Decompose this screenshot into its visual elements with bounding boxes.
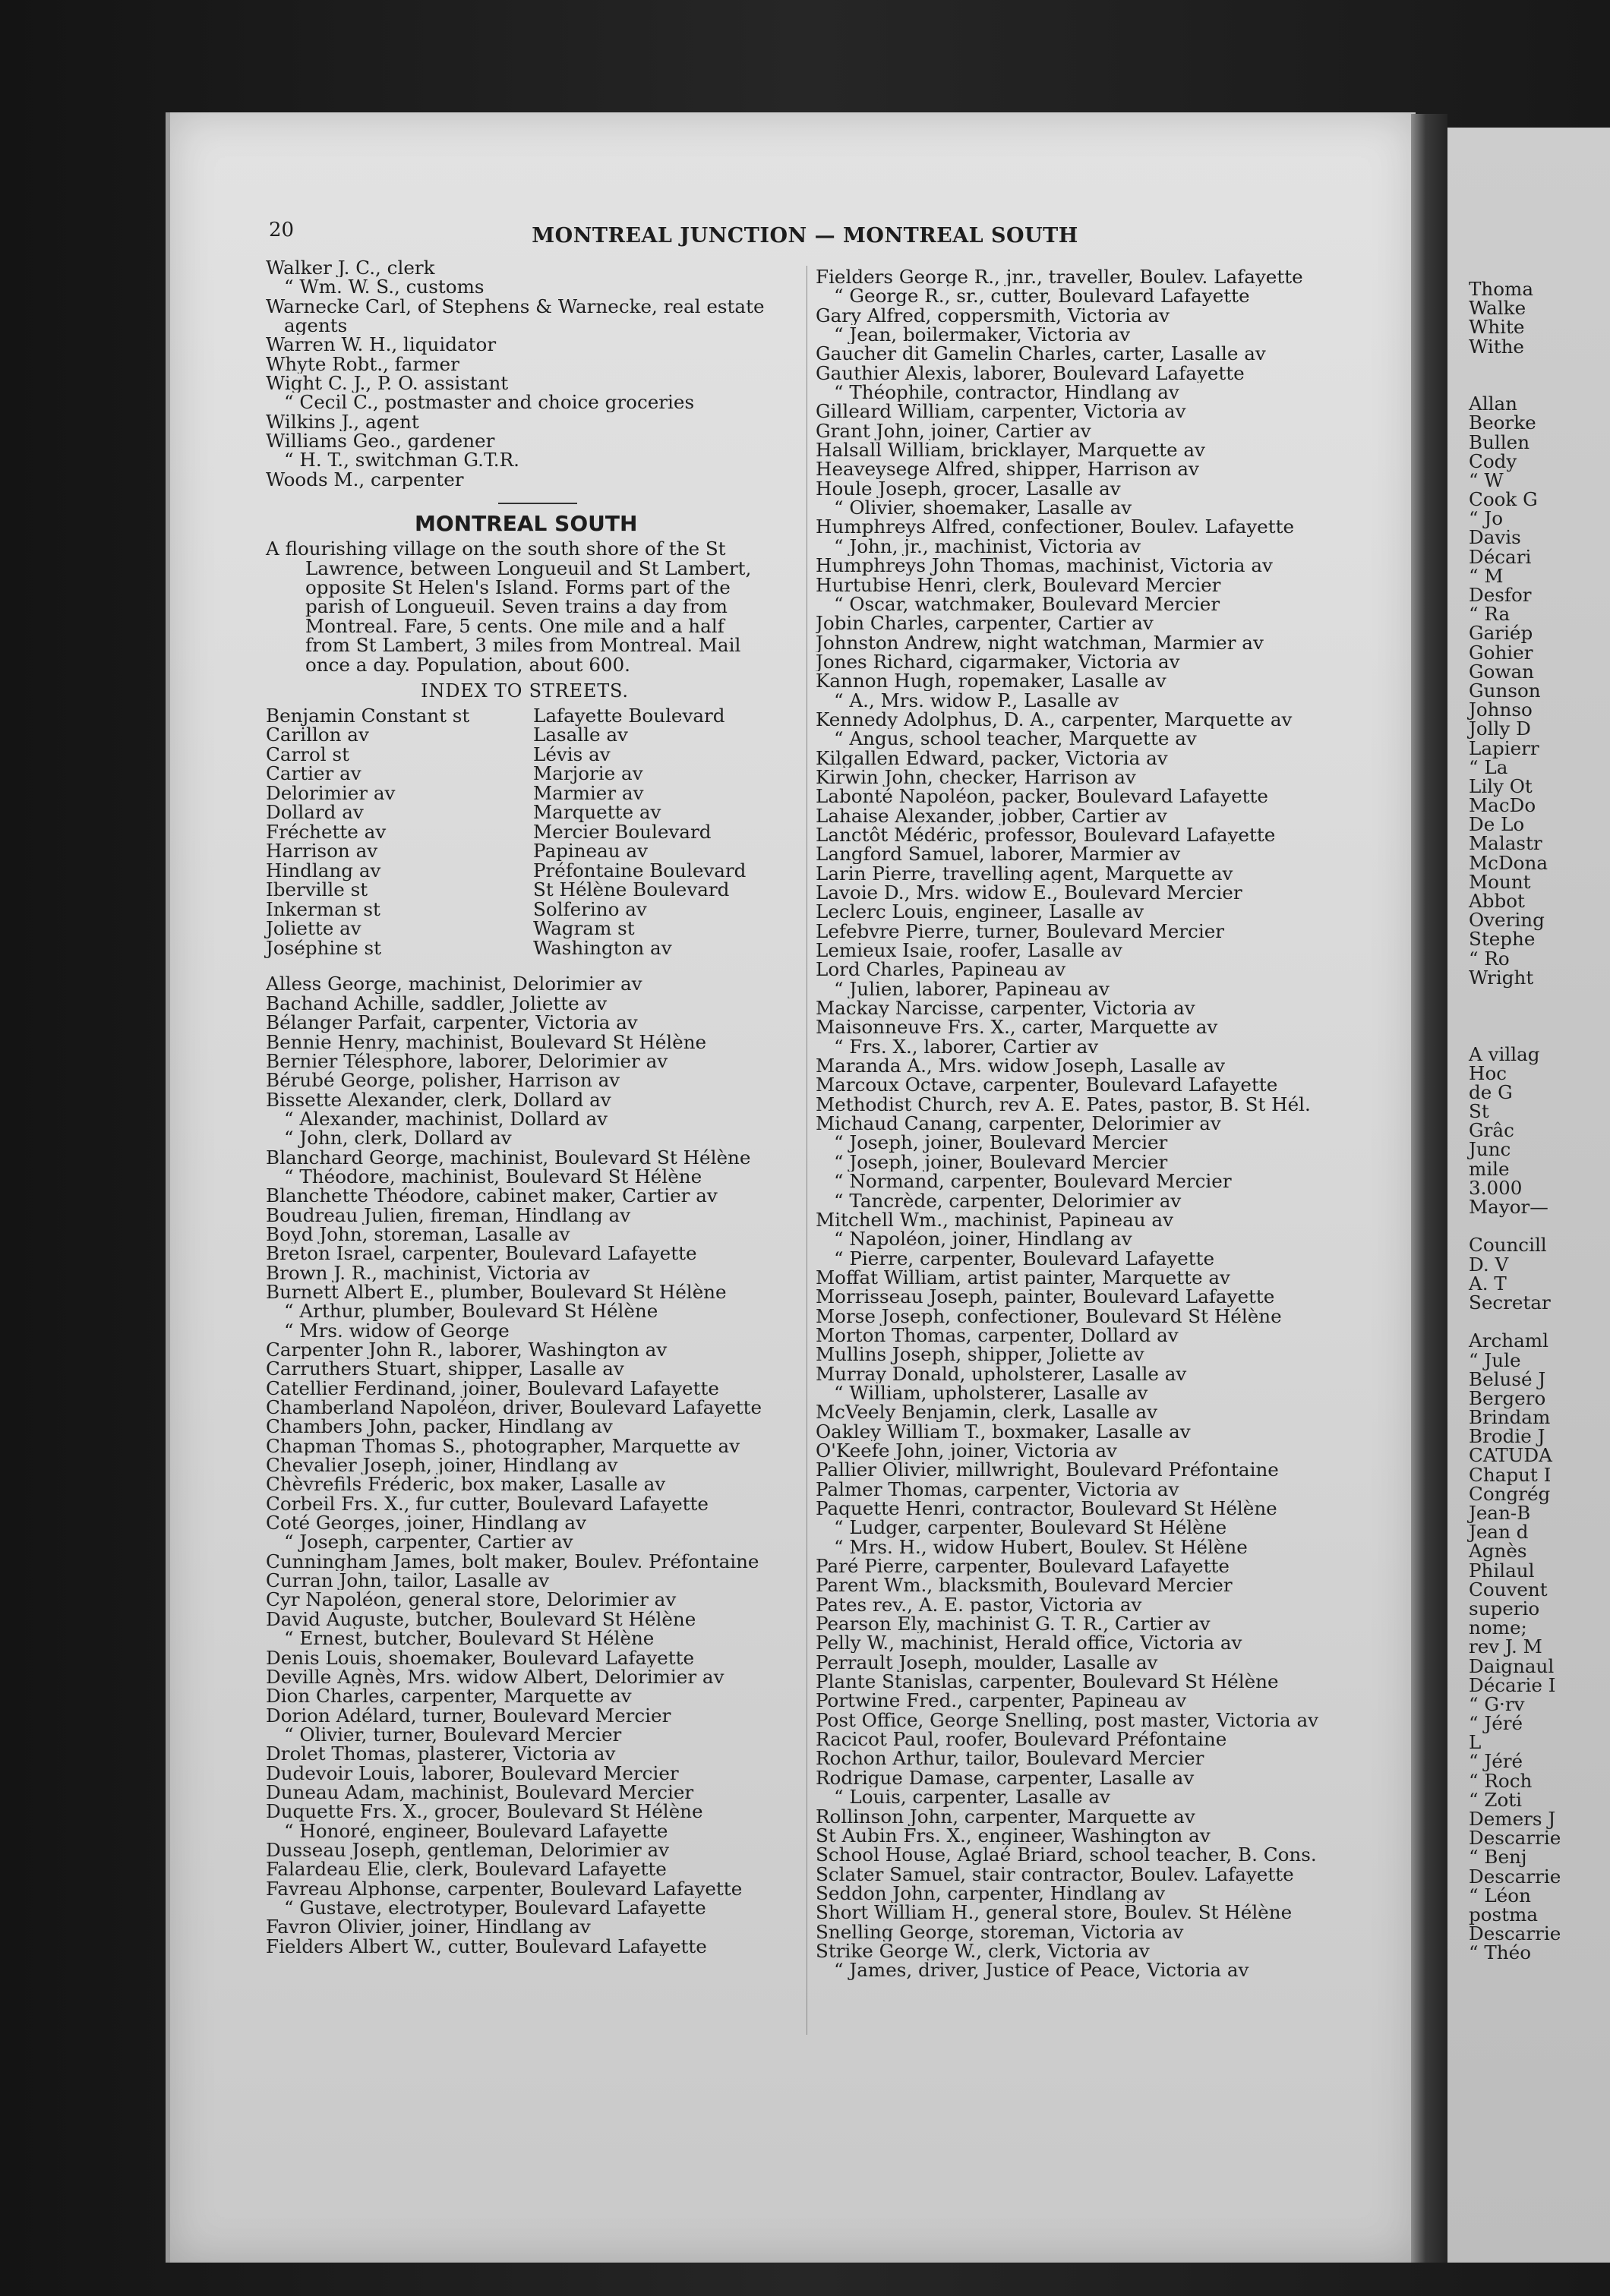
directory-entry: Mitchell Wm., machinist, Papineau av: [816, 1210, 1173, 1230]
directory-entry: “ Oscar, watchmaker, Boulevard Mercier: [834, 594, 1220, 614]
street-name: Lafayette Boulevard: [533, 704, 725, 727]
directory-entry: “ Ludger, carpenter, Boulevard St Hélène: [834, 1518, 1227, 1538]
directory-entry: “ William, upholsterer, Lasalle av: [834, 1383, 1148, 1403]
directory-entry: “ Olivier, turner, Boulevard Mercier: [284, 1724, 622, 1745]
directory-entry: Larin Pierre, travelling agent, Marquette av: [816, 863, 1233, 883]
directory-entry: Bissette Alexander, clerk, Dollard av: [266, 1090, 611, 1109]
directory-entry: Curran John, tailor, Lasalle av: [266, 1571, 550, 1591]
adjacent-page-line: Jean d: [1469, 1521, 1529, 1544]
directory-entry: agents: [284, 316, 348, 336]
directory-entry: Bachand Achille, saddler, Joliette av: [266, 993, 608, 1014]
directory-entry: Parent Wm., blacksmith, Boulevard Mercier: [816, 1575, 1233, 1595]
adjacent-page-line: “ Léon: [1469, 1884, 1531, 1906]
street-name: Inkerman st: [266, 897, 380, 920]
adjacent-page-line: McDona: [1469, 851, 1548, 874]
adjacent-page-line: 3.000: [1469, 1176, 1523, 1199]
adjacent-page-line: Stephe: [1469, 928, 1536, 951]
directory-entry: Brown J. R., machinist, Victoria av: [266, 1263, 590, 1282]
directory-entry: Gauthier Alexis, laborer, Boulevard Lafayette: [816, 363, 1245, 383]
adjacent-page-line: Gunson: [1469, 679, 1541, 702]
directory-entry: Favron Olivier, joiner, Hindlang av: [266, 1917, 591, 1937]
adjacent-page-line: “ Zoti: [1469, 1788, 1523, 1811]
directory-entry: Dudevoir Louis, laborer, Boulevard Mercier: [266, 1763, 679, 1783]
directory-entry: Wight C. J., P. O. assistant: [266, 374, 509, 393]
adjacent-page: [1447, 128, 1610, 2263]
directory-entry: Labonté Napoléon, packer, Boulevard Lafayette: [816, 787, 1268, 806]
directory-entry: “ Wm. W. S., customs: [284, 277, 485, 297]
adjacent-page-line: “ Ro: [1469, 947, 1510, 970]
directory-entry: Denis Louis, shoemaker, Boulevard Lafayette: [266, 1648, 695, 1667]
directory-entry: Lavoie D., Mrs. widow E., Boulevard Mercier: [816, 883, 1242, 903]
adjacent-page-line: D. V: [1469, 1253, 1509, 1276]
directory-entry: Heaveysege Alfred, shipper, Harrison av: [816, 459, 1199, 479]
right-column: [816, 267, 1370, 1980]
directory-entry: Rollinson John, carpenter, Marquette av: [816, 1806, 1195, 1826]
directory-entry: “ Pierre, carpenter, Boulevard Lafayette: [834, 1248, 1215, 1268]
directory-entry: “ George R., sr., cutter, Boulevard Lafayette: [834, 286, 1250, 306]
directory-entry: Warren W. H., liquidator: [266, 335, 497, 355]
directory-entry: Burnett Albert E., plumber, Boulevard St Hélène: [266, 1282, 727, 1302]
adjacent-page-line: Daignaul: [1469, 1654, 1555, 1677]
directory-entry: Dorion Adélard, turner, Boulevard Mercier: [266, 1705, 671, 1725]
adjacent-page-line: Lily Ot: [1469, 774, 1533, 797]
directory-entry: Halsall William, bricklayer, Marquette av: [816, 440, 1205, 460]
adjacent-page-line: [1469, 1312, 1561, 1331]
street-index: [266, 706, 807, 958]
adjacent-page-line: Décarie I: [1469, 1673, 1556, 1696]
directory-entry: “ Honoré, engineer, Boulevard Lafayette: [284, 1821, 668, 1840]
adjacent-page-line: Secretar: [1469, 1291, 1551, 1314]
directory-entry: “ H. T., switchman G.T.R.: [284, 450, 519, 470]
street-name: Marjorie av: [533, 762, 643, 785]
adjacent-page-line: “ Jéré: [1469, 1712, 1523, 1735]
directory-entry: Kirwin John, checker, Harrison av: [816, 767, 1136, 787]
street-name: Wagram st: [533, 917, 635, 940]
directory-entry: Maranda A., Mrs. widow Joseph, Lasalle av: [816, 1056, 1226, 1076]
directory-entry: Kannon Hugh, ropemaker, Lasalle av: [816, 671, 1166, 691]
directory-entry: Paquette Henri, contractor, Boulevard St Hélène: [816, 1499, 1277, 1519]
street-name: Fréchette av: [266, 820, 387, 843]
directory-entry: Strike George W., clerk, Victoria av: [816, 1941, 1150, 1961]
resident-list: [816, 267, 1370, 1980]
directory-entry: Chamberland Napoléon, driver, Boulevard Lafayette: [266, 1398, 762, 1418]
directory-entry: “ Joseph, carpenter, Cartier av: [284, 1532, 573, 1552]
directory-entry: Post Office, George Snelling, post master, Victoria av: [816, 1710, 1319, 1730]
adjacent-page-line: Cook G: [1469, 488, 1538, 511]
description-line: opposite St Helen's Island. Forms part of the: [305, 576, 731, 598]
adjacent-page-line: Junc: [1469, 1138, 1511, 1161]
directory-entry: Lemieux Isaie, roofer, Lasalle av: [816, 941, 1122, 960]
directory-entry: Wilkins J., agent: [266, 412, 419, 432]
adjacent-page-line: [1469, 1025, 1561, 1044]
street-name: Papineau av: [533, 840, 648, 863]
adjacent-page-line: [1469, 1216, 1561, 1235]
street-name: Cartier av: [266, 762, 361, 785]
directory-entry: Blanchard George, machinist, Boulevard St Hélène: [266, 1147, 751, 1167]
street-index-title: INDEX TO STREETS.: [421, 680, 629, 702]
directory-entry: Langford Samuel, laborer, Marmier av: [816, 844, 1181, 864]
directory-entry: McVeely Benjamin, clerk, Lasalle av: [816, 1402, 1157, 1422]
directory-entry: Lanctôt Médéric, professor, Boulevard Lafayette: [816, 825, 1276, 845]
adjacent-page-line: Cody: [1469, 449, 1517, 472]
directory-entry: Boyd John, storeman, Lasalle av: [266, 1224, 570, 1244]
adjacent-page-line: Demers J: [1469, 1808, 1556, 1830]
directory-entry: Gaucher dit Gamelin Charles, carter, Lasalle av: [816, 344, 1266, 364]
adjacent-page-line: rev J. M: [1469, 1635, 1542, 1658]
directory-entry: Mullins Joseph, shipper, Joliette av: [816, 1345, 1144, 1364]
directory-entry: “ Normand, carpenter, Boulevard Mercier: [834, 1172, 1232, 1191]
directory-entry: Warnecke Carl, of Stephens & Warnecke, real estate: [266, 296, 765, 317]
directory-entry: “ John, clerk, Dollard av: [284, 1128, 512, 1148]
adjacent-page-line: superio: [1469, 1597, 1540, 1620]
directory-entry: “ Théophile, contractor, Hindlang av: [834, 383, 1179, 402]
description-line: once a day. Population, about 600.: [305, 653, 630, 676]
directory-entry: “ Alexander, machinist, Dollard av: [284, 1109, 608, 1129]
description-line: Montreal. Fare, 5 cents. One mile and a half: [305, 614, 724, 637]
directory-entry: Duquette Frs. X., grocer, Boulevard St Hélène: [266, 1802, 703, 1821]
adjacent-page-line: Bergero: [1469, 1386, 1546, 1409]
directory-entry: Pates rev., A. E. pastor, Victoria av: [816, 1594, 1142, 1615]
directory-entry: “ Gustave, electrotyper, Boulevard Lafayette: [284, 1897, 706, 1918]
directory-entry: Plante Stanislas, carpenter, Boulevard St Hélène: [816, 1672, 1279, 1692]
adjacent-page-line: Mount: [1469, 870, 1531, 893]
directory-entry: Corbeil Frs. X., fur cutter, Boulevard Lafayette: [266, 1493, 709, 1514]
directory-entry: Leclerc Louis, engineer, Lasalle av: [816, 902, 1144, 922]
adjacent-page-line: “ Benj: [1469, 1846, 1527, 1869]
adjacent-page-line: “ Théo: [1469, 1941, 1531, 1964]
directory-entry: Jobin Charles, carpenter, Cartier av: [816, 613, 1154, 633]
description-line: parish of Longueuil. Seven trains a day from: [305, 595, 728, 618]
section-rule: [498, 503, 577, 504]
directory-entry: Kennedy Adolphus, D. A., carpenter, Marquette av: [816, 709, 1293, 730]
directory-entry: Hurtubise Henri, clerk, Boulevard Mercier: [816, 575, 1221, 594]
adjacent-page-line: [1469, 1006, 1561, 1025]
street-name: Harrison av: [266, 840, 378, 863]
street-name: Marmier av: [533, 781, 644, 804]
directory-entry: Lefebvre Pierre, turner, Boulevard Mercier: [816, 921, 1224, 941]
directory-entry: Murray Donald, upholsterer, Lasalle av: [816, 1364, 1187, 1383]
directory-entry: Alless George, machinist, Delorimier av: [266, 974, 642, 994]
adjacent-page-line: Mayor—: [1469, 1196, 1548, 1218]
directory-entry: Seddon John, carpenter, Hindlang av: [816, 1883, 1166, 1903]
directory-entry: “ Napoléon, joiner, Hindlang av: [834, 1229, 1132, 1249]
directory-entry: Pelly W., machinist, Herald office, Victoria av: [816, 1633, 1242, 1653]
resident-list: [266, 974, 807, 1956]
adjacent-page-line: “ Roch: [1469, 1769, 1533, 1792]
directory-entry: Marcoux Octave, carpenter, Boulevard Lafayette: [816, 1075, 1278, 1095]
directory-entry: Morton Thomas, carpenter, Dollard av: [816, 1325, 1179, 1345]
street-name: Lévis av: [533, 743, 611, 765]
directory-entry: Dusseau Joseph, gentleman, Delorimier av: [266, 1840, 670, 1860]
directory-entry: Short William H., general store, Boulev. St Hélène: [816, 1903, 1293, 1922]
adjacent-page-line: CATUDA: [1469, 1444, 1552, 1467]
adjacent-page-line: Withe: [1469, 335, 1524, 358]
directory-entry: Morse Joseph, confectioner, Boulevard St Hélène: [816, 1306, 1282, 1326]
directory-entry: Houle Joseph, grocer, Lasalle av: [816, 478, 1121, 499]
directory-entry: Chèvrefils Fréderic, box maker, Lasalle av: [266, 1474, 666, 1494]
adjacent-page-line: Couvent: [1469, 1578, 1548, 1601]
directory-entry: Blanchette Théodore, cabinet maker, Cartier av: [266, 1186, 718, 1206]
adjacent-page-line: Grâc: [1469, 1119, 1514, 1142]
left-column: [266, 258, 807, 1956]
street-name: Carrol st: [266, 743, 349, 765]
directory-entry: Whyte Robt., farmer: [266, 354, 459, 374]
adjacent-page-line: Walke: [1469, 297, 1526, 320]
directory-entry: Mackay Narcisse, carpenter, Victoria av: [816, 998, 1195, 1018]
directory-entry: “ John, jr., machinist, Victoria av: [834, 536, 1141, 557]
directory-entry: Portwine Fred., carpenter, Papineau av: [816, 1691, 1187, 1711]
adjacent-page-line: A villag: [1469, 1042, 1540, 1065]
street-name: Joséphine st: [266, 936, 382, 959]
directory-entry: O'Keefe John, joiner, Victoria av: [816, 1440, 1117, 1461]
adjacent-page-line: Davis: [1469, 526, 1521, 549]
directory-entry: Bennie Henry, machinist, Boulevard St Hélène: [266, 1032, 707, 1052]
directory-entry: Racicot Paul, roofer, Boulevard Préfontaine: [816, 1730, 1227, 1749]
street-name: Marquette av: [533, 801, 661, 824]
directory-entry: Breton Israel, carpenter, Boulevard Lafayette: [266, 1244, 697, 1263]
directory-entry: Michaud Canang, carpenter, Delorimier av: [816, 1114, 1221, 1134]
adjacent-page-line: postma: [1469, 1903, 1539, 1925]
directory-entry: Carruthers Stuart, shipper, Lasalle av: [266, 1359, 624, 1379]
directory-entry: Gary Alfred, coppersmith, Victoria av: [816, 305, 1170, 326]
adjacent-page-line: Gohier: [1469, 641, 1533, 664]
adjacent-page-line: “ G·rv: [1469, 1692, 1525, 1715]
directory-entry: Kilgallen Edward, packer, Victoria av: [816, 748, 1168, 768]
directory-entry: “ Mrs. widow of George: [284, 1320, 510, 1340]
street-name: Solferino av: [533, 897, 647, 920]
adjacent-page-line: Allan: [1469, 393, 1517, 415]
directory-entry: Bernier Télesphore, laborer, Delorimier av: [266, 1051, 668, 1071]
adjacent-page-line: Beorke: [1469, 412, 1536, 434]
directory-entry: “ Julien, laborer, Papineau av: [834, 979, 1110, 999]
adjacent-page-line: “ La: [1469, 755, 1508, 778]
adjacent-page-line: “ Jule: [1469, 1348, 1521, 1371]
directory-entry: Cunningham James, bolt maker, Boulev. Préfontaine: [266, 1551, 759, 1572]
adjacent-page-line: Brodie J: [1469, 1425, 1545, 1448]
directory-entry: “ Arthur, plumber, Boulevard St Hélène: [284, 1301, 658, 1321]
directory-entry: “ A., Mrs. widow P., Lasalle av: [834, 690, 1119, 710]
adjacent-page-line: Overing: [1469, 909, 1545, 932]
directory-entry: Woods M., carpenter: [266, 469, 464, 490]
street-name: Hindlang av: [266, 859, 381, 882]
adjacent-page-line: Chaput I: [1469, 1463, 1552, 1486]
street-name: Joliette av: [266, 917, 361, 940]
adjacent-page-line: L: [1469, 1731, 1482, 1754]
section-title: MONTREAL SOUTH: [415, 511, 638, 537]
directory-entry: Rochon Arthur, tailor, Boulevard Mercier: [816, 1749, 1204, 1768]
adjacent-page-line: De Lo: [1469, 813, 1525, 836]
directory-entry: Grant John, joiner, Cartier av: [816, 421, 1091, 441]
directory-entry: Boudreau Julien, fireman, Hindlang av: [266, 1205, 631, 1225]
running-head: MONTREAL JUNCTION — MONTREAL SOUTH: [532, 224, 1078, 248]
directory-entry: Johnston Andrew, night watchman, Marmier av: [816, 632, 1264, 652]
directory-entry: Humphreys John Thomas, machinist, Victoria av: [816, 556, 1273, 576]
directory-entry: Humphreys Alfred, confectioner, Boulev. Lafayette: [816, 517, 1295, 537]
directory-entry: David Auguste, butcher, Boulevard St Hélène: [266, 1609, 696, 1629]
street-name: Dollard av: [266, 801, 364, 824]
adjacent-page-line: MacDo: [1469, 794, 1536, 817]
adjacent-page-line: Décari: [1469, 545, 1532, 568]
street-name: Iberville st: [266, 878, 368, 901]
directory-entry: “ Frs. X., laborer, Cartier av: [834, 1036, 1099, 1057]
adjacent-page-line: “ Jo: [1469, 507, 1504, 530]
directory-entry: Gilleard William, carpenter, Victoria av: [816, 402, 1186, 421]
directory-entry: Duneau Adam, machinist, Boulevard Mercier: [266, 1782, 694, 1802]
directory-entry: Lord Charles, Papineau av: [816, 960, 1066, 979]
adjacent-page-line: Congrég: [1469, 1482, 1551, 1505]
directory-entry: Palmer Thomas, carpenter, Victoria av: [816, 1479, 1179, 1499]
directory-entry: St Aubin Frs. X., engineer, Washington av: [816, 1825, 1211, 1846]
directory-entry: “ Joseph, joiner, Boulevard Mercier: [834, 1133, 1168, 1153]
street-name: Carillon av: [266, 724, 369, 746]
directory-entry: Methodist Church, rev A. E. Pates, pastor, B. St Hél.: [816, 1094, 1311, 1115]
directory-entry: Perrault Joseph, moulder, Lasalle av: [816, 1652, 1158, 1673]
adjacent-page-line: “ Jéré: [1469, 1750, 1523, 1773]
directory-entry: Deville Agnès, Mrs. widow Albert, Delorimier av: [266, 1667, 724, 1687]
directory-entry: “ Joseph, joiner, Boulevard Mercier: [834, 1152, 1168, 1172]
adjacent-page-line: Abbot: [1469, 890, 1525, 912]
directory-entry: “ Tancrède, carpenter, Delorimier av: [834, 1191, 1182, 1210]
adjacent-page-line: Bullen: [1469, 430, 1530, 453]
book-gutter: [1411, 114, 1447, 2263]
directory-entry: “ Ernest, butcher, Boulevard St Hélène: [284, 1629, 655, 1648]
directory-entry: Chambers John, packer, Hindlang av: [266, 1417, 613, 1437]
directory-entry: “ Cecil C., postmaster and choice groceries: [284, 393, 695, 412]
directory-entry: “ Louis, carpenter, Lasalle av: [834, 1787, 1110, 1807]
directory-entry: Sclater Samuel, stair contractor, Boulev. Lafayette: [816, 1864, 1294, 1884]
adjacent-page-line: Brindam: [1469, 1406, 1551, 1429]
adjacent-page-line: St: [1469, 1100, 1489, 1123]
directory-entry: Fielders George R., jnr., traveller, Boulev. Lafayette: [816, 267, 1303, 287]
directory-entry: Chapman Thomas S., photographer, Marquette av: [266, 1436, 740, 1456]
directory-entry: Favreau Alphonse, carpenter, Boulevard Lafayette: [266, 1878, 743, 1898]
directory-entry: Pearson Ely, machinist G. T. R., Cartier av: [816, 1614, 1211, 1634]
adjacent-page-line: Johnso: [1469, 699, 1533, 721]
adjacent-page-line: Jean-B: [1469, 1502, 1531, 1524]
directory-entry: “ Jean, boilermaker, Victoria av: [834, 325, 1130, 345]
directory-entry: Falardeau Elie, clerk, Boulevard Lafayette: [266, 1859, 667, 1879]
adjacent-page-line: Belusé J: [1469, 1367, 1546, 1390]
adjacent-page-line: Gowan: [1469, 660, 1535, 683]
directory-entry: “ Mrs. H., widow Hubert, Boulev. St Hélène: [834, 1537, 1248, 1557]
adjacent-page-line: de G: [1469, 1080, 1513, 1103]
directory-entry: Catellier Ferdinand, joiner, Boulevard Lafayette: [266, 1378, 719, 1399]
adjacent-page-line: [1469, 987, 1561, 1006]
adjacent-page-text: [1469, 279, 1561, 1963]
adjacent-page-line: Philaul: [1469, 1559, 1535, 1582]
directory-entry: “ Olivier, shoemaker, Lasalle av: [834, 498, 1132, 518]
adjacent-page-line: “ M: [1469, 564, 1504, 587]
street-name: Delorimier av: [266, 781, 396, 804]
adjacent-page-line: Hoc: [1469, 1061, 1507, 1084]
adjacent-page-line: Descarrie: [1469, 1865, 1561, 1888]
adjacent-page-line: Councill: [1469, 1234, 1547, 1257]
description-line: Lawrence, between Longueuil and St Lambert,: [305, 557, 752, 579]
directory-entry: Drolet Thomas, plasterer, Victoria av: [266, 1744, 616, 1764]
directory-entry: Moffat William, artist painter, Marquette av: [816, 1267, 1230, 1288]
directory-entry: Chevalier Joseph, joiner, Hindlang av: [266, 1456, 618, 1475]
adjacent-page-line: Desfor: [1469, 584, 1532, 606]
directory-entry: Walker J. C., clerk: [266, 258, 435, 278]
directory-entry: “ Théodore, machinist, Boulevard St Hélène: [284, 1166, 702, 1187]
directory-entry: Carpenter John R., laborer, Washington av: [266, 1340, 668, 1360]
adjacent-page-line: A. T: [1469, 1272, 1507, 1295]
directory-entry: Rodrigue Damase, carpenter, Lasalle av: [816, 1768, 1195, 1788]
adjacent-page-line: Gariép: [1469, 622, 1533, 645]
adjacent-page-line: Jolly D: [1469, 718, 1531, 740]
directory-entry: Fielders Albert W., cutter, Boulevard Lafayette: [266, 1936, 707, 1956]
adjacent-page-line: [1469, 375, 1561, 394]
directory-entry: Bérubé George, polisher, Harrison av: [266, 1071, 620, 1090]
directory-entry: Snelling George, storeman, Victoria av: [816, 1922, 1184, 1941]
junction-entries: [266, 258, 807, 489]
page-number: 20: [269, 219, 295, 241]
directory-entry: Lahaise Alexander, jobber, Cartier av: [816, 806, 1167, 825]
street-name: Benjamin Constant st: [266, 704, 470, 727]
directory-entry: Jones Richard, cigarmaker, Victoria av: [816, 651, 1180, 672]
adjacent-page-line: [1469, 356, 1561, 375]
adjacent-page-line: Malastr: [1469, 832, 1542, 855]
directory-entry: Coté Georges, joiner, Hindlang av: [266, 1513, 586, 1533]
street-name: Washington av: [533, 936, 672, 959]
section-description: [266, 539, 807, 674]
street-name: Lasalle av: [533, 724, 628, 746]
directory-entry: Cyr Napoléon, general store, Delorimier av: [266, 1590, 677, 1610]
street-name: Préfontaine Boulevard: [533, 859, 747, 882]
adjacent-page-line: White: [1469, 316, 1525, 339]
directory-entry: Morrisseau Joseph, painter, Boulevard Lafayette: [816, 1287, 1275, 1307]
directory-entry: “ Angus, school teacher, Marquette av: [834, 729, 1197, 749]
directory-entry: Pallier Olivier, millwright, Boulevard Préfontaine: [816, 1460, 1279, 1480]
adjacent-page-line: Lapierr: [1469, 736, 1539, 759]
street-name: Mercier Boulevard: [533, 820, 712, 843]
adjacent-page-line: Archaml: [1469, 1329, 1548, 1352]
directory-entry: Williams Geo., gardener: [266, 431, 495, 451]
adjacent-page-line: Descarrie: [1469, 1827, 1561, 1850]
directory-entry: Dion Charles, carpenter, Marquette av: [266, 1686, 632, 1706]
directory-entry: Paré Pierre, carpenter, Boulevard Lafayette: [816, 1556, 1230, 1576]
directory-entry: “ James, driver, Justice of Peace, Victoria av: [834, 1960, 1249, 1980]
directory-entry: Maisonneuve Frs. X., carter, Marquette av: [816, 1017, 1218, 1037]
adjacent-page-line: Wright: [1469, 966, 1534, 989]
adjacent-page-line: mile: [1469, 1157, 1510, 1180]
directory-entry: School House, Aglaé Briard, school teacher, B. Cons.: [816, 1845, 1317, 1865]
adjacent-page-line: “ Ra: [1469, 603, 1511, 626]
adjacent-page-line: Descarrie: [1469, 1922, 1561, 1945]
adjacent-page-line: Agnès: [1469, 1540, 1527, 1563]
street-name: St Hélène Boulevard: [533, 878, 730, 901]
directory-entry: Oakley William T., boxmaker, Lasalle av: [816, 1421, 1191, 1441]
directory-entry: Bélanger Parfait, carpenter, Victoria av: [266, 1013, 638, 1033]
adjacent-page-line: “ W: [1469, 468, 1504, 491]
adjacent-page-line: Thoma: [1469, 278, 1534, 300]
adjacent-page-line: nome;: [1469, 1616, 1527, 1639]
description-line: A flourishing village on the south shore of the St: [266, 538, 726, 560]
description-line: from St Lambert, 3 miles from Montreal. Mail: [305, 634, 741, 657]
